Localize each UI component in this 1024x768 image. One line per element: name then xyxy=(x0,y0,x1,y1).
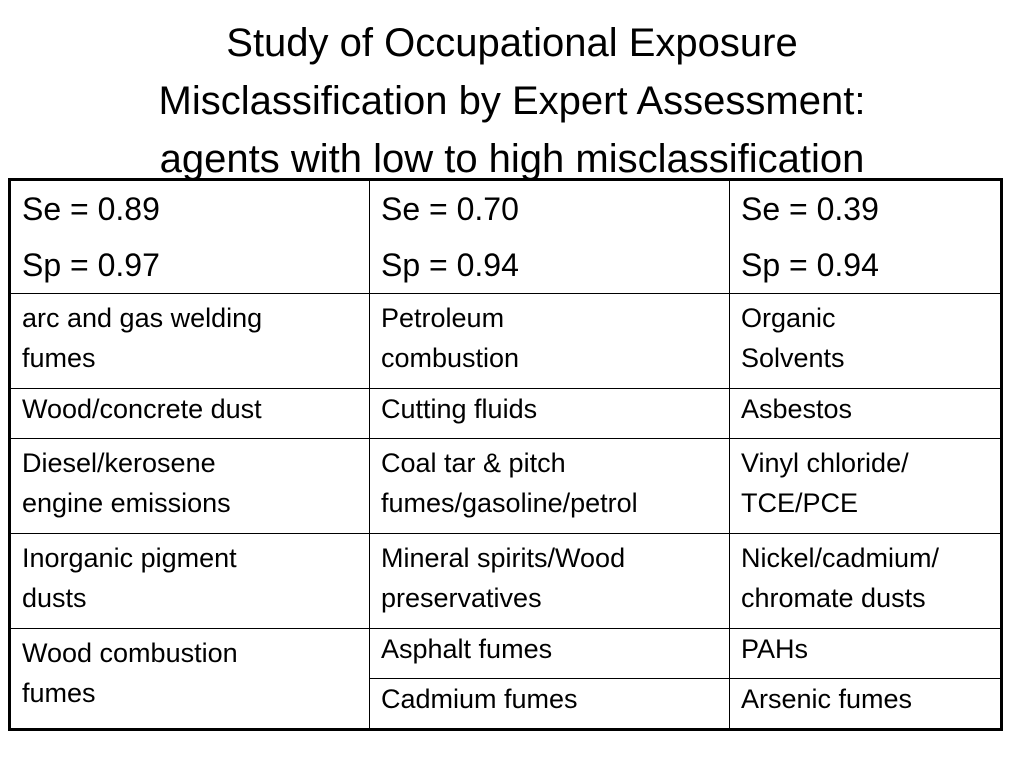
misclassification-table xyxy=(8,178,1003,731)
header-cell-col-3 xyxy=(730,180,1002,294)
table-cell xyxy=(730,389,1002,439)
specificity-label: Sp = 0.97 xyxy=(22,247,160,283)
table-cell xyxy=(370,679,730,730)
cell-text: Vinyl chloride/ xyxy=(741,448,909,478)
table-cell xyxy=(730,439,1002,534)
table-cell xyxy=(370,629,730,679)
title-line-3: agents with low to high misclassification xyxy=(159,137,865,181)
table-row xyxy=(10,439,1002,534)
sensitivity-label: Se = 0.70 xyxy=(381,191,519,227)
cell-text: Mineral spirits/Wood xyxy=(381,543,626,573)
table-cell xyxy=(10,439,370,534)
cell-text: Organic xyxy=(741,303,836,333)
cell-text: dusts xyxy=(22,583,87,613)
cell-text: Diesel/kerosene xyxy=(22,448,216,478)
cell-text: Cadmium fumes xyxy=(381,684,578,714)
cell-text: Petroleum xyxy=(381,303,505,333)
specificity-label: Sp = 0.94 xyxy=(381,247,519,283)
cell-text: Nickel/cadmium/ xyxy=(741,543,940,573)
table-cell xyxy=(370,294,730,389)
cell-text: engine emissions xyxy=(22,488,231,518)
header-cell-col-1 xyxy=(10,180,370,294)
table-cell xyxy=(370,389,730,439)
table-cell xyxy=(730,534,1002,629)
table-cell xyxy=(370,534,730,629)
slide-title xyxy=(0,14,1024,188)
sensitivity-label: Se = 0.89 xyxy=(22,191,160,227)
table-cell xyxy=(730,629,1002,679)
cell-text: Solvents xyxy=(741,343,845,373)
cell-text: combustion xyxy=(381,343,520,373)
table-cell xyxy=(10,389,370,439)
header-cell-col-2 xyxy=(370,180,730,294)
table-cell xyxy=(370,439,730,534)
title-line-1: Study of Occupational Exposure xyxy=(226,21,798,65)
cell-text: Arsenic fumes xyxy=(741,684,913,714)
table-header-row xyxy=(10,180,1002,294)
cell-text: Asbestos xyxy=(741,394,853,424)
cell-text: Coal tar & pitch xyxy=(381,448,566,478)
cell-text: Wood combustion xyxy=(22,638,238,668)
cell-text: fumes xyxy=(22,678,96,708)
cell-text: Inorganic pigment xyxy=(22,543,237,573)
table-row xyxy=(10,534,1002,629)
table-cell xyxy=(730,679,1002,730)
cell-text: preservatives xyxy=(381,583,542,613)
table-cell xyxy=(730,294,1002,389)
cell-text: Wood/concrete dust xyxy=(22,394,262,424)
table-cell xyxy=(10,294,370,389)
cell-text: fumes xyxy=(22,343,96,373)
cell-text: fumes/gasoline/petrol xyxy=(381,488,638,518)
cell-text: chromate dusts xyxy=(741,583,926,613)
table-cell xyxy=(10,534,370,629)
table-row xyxy=(10,629,1002,679)
cell-text: arc and gas welding xyxy=(22,303,263,333)
cell-text: TCE/PCE xyxy=(741,488,859,518)
table-row xyxy=(10,294,1002,389)
specificity-label: Sp = 0.94 xyxy=(741,247,879,283)
cell-text: Asphalt fumes xyxy=(381,634,553,664)
title-line-2: Misclassification by Expert Assessment: xyxy=(158,79,866,123)
table-row xyxy=(10,389,1002,439)
sensitivity-label: Se = 0.39 xyxy=(741,191,879,227)
cell-text: Cutting fluids xyxy=(381,394,538,424)
table-cell xyxy=(10,629,370,730)
cell-text: PAHs xyxy=(741,634,809,664)
